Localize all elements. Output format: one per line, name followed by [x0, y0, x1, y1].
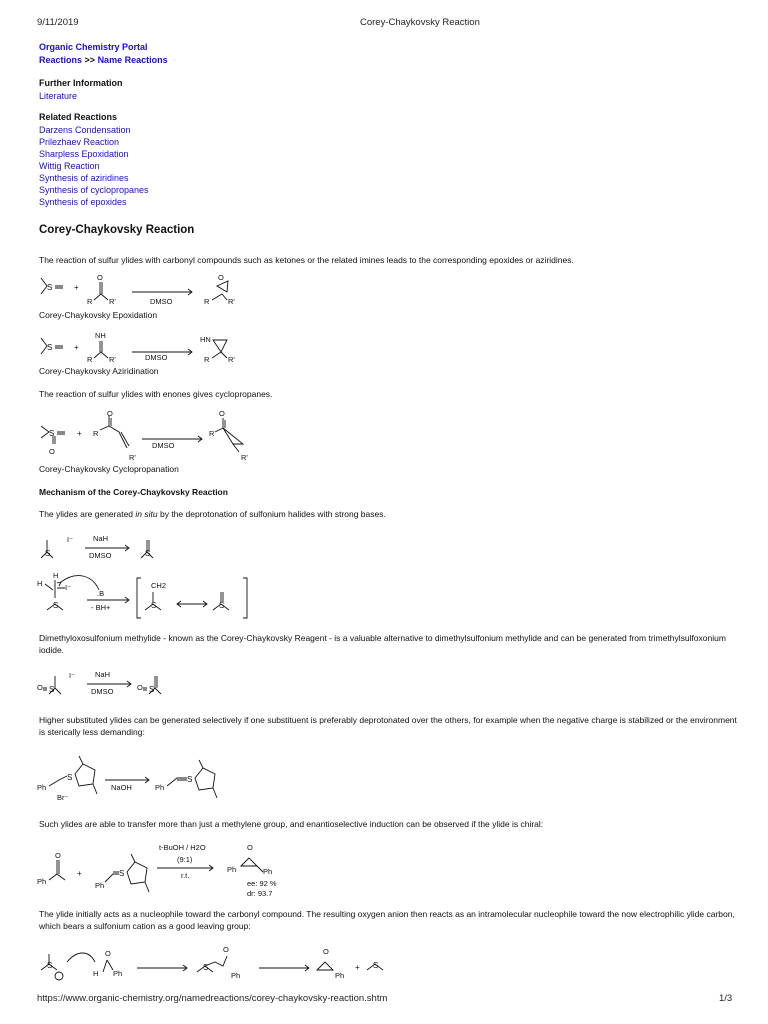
- svg-text:R': R': [241, 453, 248, 462]
- svg-text:S: S: [203, 963, 209, 972]
- mechanism-title: Mechanism of the Corey-Chaykovsky Reaction: [39, 487, 228, 497]
- print-title: Corey-Chaykovsky Reaction: [360, 17, 480, 28]
- svg-text:R': R': [109, 297, 116, 306]
- footer-page: 1/3: [719, 993, 733, 1004]
- name-reactions-link[interactable]: Name Reactions: [97, 55, 168, 65]
- svg-text:R: R: [204, 355, 210, 364]
- footer-url: https://www.organic-chemistry.org/namedreactions/corey-chaykovsky-reaction.shtm: [37, 993, 388, 1004]
- svg-text:O: O: [137, 683, 143, 692]
- svg-text:Ph: Ph: [263, 867, 273, 876]
- dmso-label: DMSO: [150, 297, 173, 306]
- svg-text:O: O: [49, 447, 55, 456]
- related-reactions-list: [39, 124, 149, 208]
- svg-text:+: +: [77, 869, 82, 878]
- svg-text:ee: 92 %: ee: 92 %: [247, 879, 277, 888]
- aziridination-scheme: [37, 330, 257, 366]
- svg-text:R': R': [228, 355, 235, 364]
- intro-paragraph: The reaction of sulfur ylides with carbonyl compounds such as ketones or the related imines leads to the corresponding epoxides or aziridines.: [39, 255, 574, 265]
- svg-text:S: S: [45, 549, 51, 558]
- svg-text:S: S: [151, 601, 157, 610]
- svg-text:O: O: [323, 947, 329, 956]
- bracket-right: [243, 578, 247, 618]
- literature-link[interactable]: Literature: [39, 91, 78, 101]
- initially-paragraph: The ylide initially acts as a nucleophile toward the carbonyl compound. The resulting oxygen anion then reacts as an intramolecular nucleophile toward the now electrophilic ylide carbon, which bears a sulfonium cation as a good leaving group:: [39, 909, 735, 931]
- svg-text:Br⁻: Br⁻: [57, 793, 69, 802]
- svg-text:S: S: [187, 775, 193, 784]
- svg-text:O: O: [219, 409, 225, 418]
- svg-text:Ph: Ph: [37, 877, 47, 886]
- svg-text:NaH: NaH: [93, 534, 109, 543]
- svg-text:dr: 93.7: dr: 93.7: [247, 889, 273, 898]
- svg-text:S: S: [373, 961, 379, 970]
- svg-text:S: S: [219, 601, 225, 610]
- breadcrumb: [39, 55, 168, 65]
- svg-text:S: S: [47, 343, 53, 352]
- cyclopropanation-scheme: [37, 408, 277, 464]
- svg-text:NH: NH: [95, 331, 106, 340]
- portal-link[interactable]: Organic Chemistry Portal: [39, 42, 148, 52]
- svg-text:O: O: [105, 949, 111, 958]
- nucleophile-arrow: [67, 953, 95, 962]
- svg-text:O: O: [218, 273, 224, 282]
- svg-text:Ph: Ph: [335, 971, 345, 980]
- svg-text:O: O: [55, 851, 61, 860]
- svg-text:DMSO: DMSO: [91, 687, 114, 696]
- svg-text:Ph: Ph: [37, 783, 47, 792]
- svg-text:R: R: [87, 297, 93, 306]
- ylides-text-em: in situ: [135, 509, 158, 519]
- svg-text:H: H: [37, 579, 43, 588]
- svg-text:S: S: [119, 869, 125, 878]
- ylides-text-pre: The ylides are generated: [39, 509, 136, 519]
- svg-text:O: O: [247, 843, 253, 852]
- related-link-cyclopropanes[interactable]: Synthesis of cyclopropanes: [39, 185, 149, 195]
- svg-text:H: H: [93, 969, 99, 978]
- svg-text:R': R': [109, 355, 116, 364]
- svg-text:NaH: NaH: [95, 670, 111, 679]
- bracket-left: [137, 578, 141, 618]
- related-link-darzens[interactable]: Darzens Condensation: [39, 125, 131, 135]
- ylides-paragraph: [39, 508, 739, 520]
- svg-text:Ph: Ph: [95, 881, 105, 890]
- svg-text:t-BuOH / H2O: t-BuOH / H2O: [159, 843, 206, 852]
- svg-text:S: S: [67, 773, 73, 782]
- negative-charge-icon: [55, 972, 63, 980]
- svg-text:+: +: [77, 429, 82, 438]
- such-ylides-paragraph: Such ylides are able to transfer more than just a methylene group, and enantioselective induction can be observed if the ylide is chiral:: [39, 819, 544, 829]
- resonance-arrow: [177, 601, 207, 607]
- svg-text:Ph: Ph: [231, 971, 241, 980]
- svg-text:+: +: [74, 343, 79, 352]
- svg-text:I⁻: I⁻: [67, 535, 74, 544]
- dimethyl-paragraph: Dimethyloxosulfonium methylide - known as the Corey-Chaykovsky Reagent - is a valuable alternative to dimethylsulfonium methylide and can be generated from trimethylsulfoxonium iodide.: [39, 633, 726, 655]
- epoxide-formation-scheme: [37, 942, 417, 986]
- svg-text:S: S: [49, 429, 55, 438]
- caption-cyclopropanation: Corey-Chaykovsky Cyclopropanation: [39, 464, 179, 474]
- svg-text:(9:1): (9:1): [177, 855, 193, 864]
- svg-text:- BH+: - BH+: [91, 603, 111, 612]
- svg-text:S: S: [53, 601, 59, 610]
- ylides-text-post: by the deprotonation of sulfonium halides with strong bases.: [157, 509, 386, 519]
- epoxidation-scheme: [37, 272, 257, 312]
- related-reactions-title: Related Reactions: [39, 112, 118, 122]
- svg-text:H: H: [53, 571, 59, 580]
- svg-text:r.t.: r.t.: [181, 871, 190, 880]
- plus-sign: +: [74, 283, 79, 292]
- enantioselective-scheme: [37, 838, 307, 898]
- reactions-link[interactable]: Reactions: [39, 55, 83, 65]
- svg-text:R: R: [209, 429, 215, 438]
- svg-text:NaOH: NaOH: [111, 783, 132, 792]
- svg-text:O: O: [37, 683, 43, 692]
- svg-text:O: O: [223, 945, 229, 954]
- further-information-title: Further Information: [39, 78, 123, 88]
- reaction-arrow: [132, 289, 192, 295]
- print-date: 9/11/2019: [37, 17, 79, 28]
- svg-text:I⁻: I⁻: [69, 671, 76, 680]
- svg-text:DMSO: DMSO: [89, 551, 112, 560]
- deprotonation-scheme: [37, 530, 197, 566]
- svg-text:I⁻: I⁻: [65, 583, 72, 592]
- svg-text:HN: HN: [200, 335, 211, 344]
- svg-text:R: R: [204, 297, 210, 306]
- svg-text:S: S: [149, 685, 155, 694]
- svg-text:Ph: Ph: [155, 783, 165, 792]
- svg-text:O: O: [97, 273, 103, 282]
- svg-text:R': R': [228, 297, 235, 306]
- article-title: Corey-Chaykovsky Reaction: [39, 224, 195, 236]
- higher-substituted-paragraph: Higher substituted ylides can be generated selectively if one substituent is preferably deprotonated over the others, for example when the negative charge is stabilized or the environment is sterically less demanding:: [39, 715, 737, 737]
- breadcrumb-separator: >>: [84, 55, 96, 65]
- related-link-sharpless[interactable]: Sharpless Epoxidation: [39, 149, 129, 159]
- related-link-prilezhaev[interactable]: Prilezhaev Reaction: [39, 137, 120, 147]
- svg-text:+: +: [355, 963, 360, 972]
- svg-text:CH2: CH2: [151, 581, 167, 590]
- related-link-wittig[interactable]: Wittig Reaction: [39, 161, 100, 171]
- deprotonation-mechanism-scheme: [37, 570, 267, 624]
- substituted-ylide-scheme: [37, 750, 277, 806]
- sulfur-label: S: [47, 283, 53, 292]
- svg-text:R': R': [129, 453, 136, 462]
- svg-text:S: S: [47, 961, 53, 970]
- ylide-double-bond: [55, 286, 63, 288]
- caption-epoxidation: Corey-Chaykovsky Epoxidation: [39, 310, 158, 320]
- svg-text:R: R: [87, 355, 93, 364]
- svg-text:O: O: [107, 409, 113, 418]
- svg-text:R: R: [93, 429, 99, 438]
- svg-text:S: S: [49, 685, 55, 694]
- related-link-aziridines[interactable]: Synthesis of aziridines: [39, 173, 129, 183]
- related-link-epoxides[interactable]: Synthesis of epoxides: [39, 197, 127, 207]
- svg-text:Ph: Ph: [227, 865, 237, 874]
- svg-text:S: S: [145, 549, 151, 558]
- caption-aziridination: Corey-Chaykovsky Aziridination: [39, 366, 159, 376]
- svg-text:DMSO: DMSO: [152, 441, 175, 450]
- svg-text:Ph: Ph: [113, 969, 123, 978]
- svg-text:.B: .B: [97, 589, 105, 598]
- svg-text:DMSO: DMSO: [145, 353, 168, 362]
- oxosulfonium-scheme: [37, 666, 197, 702]
- enones-paragraph: The reaction of sulfur ylides with enones gives cyclopropanes.: [39, 389, 273, 399]
